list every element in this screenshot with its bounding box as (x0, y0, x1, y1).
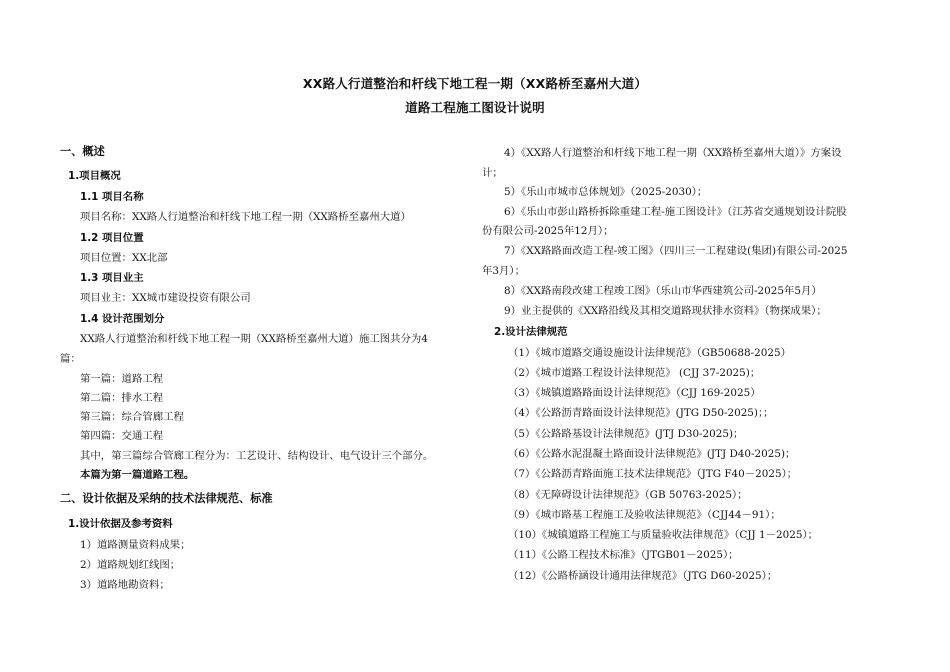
text-note-bold: 本篇为第一篇道路工程。 (80, 469, 195, 481)
text-note: 其中，第三篇综合管廊工程分为：工艺设计、结构设计、电气设计三个部分。 (80, 450, 434, 462)
norm-item: （5）《公路路基设计法律规范》(JTJ D30-2025)； (508, 428, 744, 440)
document-subtitle: 道路工程施工图设计说明 (405, 100, 545, 115)
part-item: 第四篇：交通工程 (80, 430, 164, 442)
reference-item: 7）《XX路路面改造工程-竣工图》（四川三一工程建设(集团)有限公司-2025 (504, 245, 848, 257)
text-project-name: 项目名称：XX路人行道整治和杆线下地工程一期（XX路桥至嘉州大道） (80, 211, 411, 223)
section-heading-overview: 一、概述 (60, 145, 105, 158)
section-heading-design-basis: 二、设计依据及采纳的技术法律规范、标准 (60, 492, 273, 505)
norm-item: （11）《公路工程技术标准》（JTGB01－2025）； (508, 549, 739, 561)
norm-item: （10）《城镇道路工程施工与质量验收法律规范》（CJJ 1－2025）； (508, 529, 819, 541)
reference-item: 8）《XX路南段改建工程竣工图》（乐山市华西建筑公司-2025年5月） (504, 285, 822, 297)
reference-item: 9）业主提供的《XX路沿线及其相交道路现状排水资料》（物探成果）； (504, 305, 827, 317)
part-item: 第二篇：排水工程 (80, 392, 164, 404)
norm-item: （9）《城市路基工程施工及验收法律规范》（CJJ44－91）； (508, 509, 781, 521)
norm-item: （3）《城镇道路路面设计法律规范》（CJJ 169-2025） (508, 387, 761, 399)
norm-item: （7）《公路沥青路面施工技术法律规范》（JTG F40－2025）； (508, 468, 798, 480)
reference-item: 1）道路测量资料成果； (80, 539, 191, 551)
reference-item: 4）《XX路人行道整治和杆线下地工程一期（XX路桥至嘉州大道）》方案设 (504, 147, 842, 159)
reference-item-cont: 年3月）； (482, 265, 525, 277)
reference-item: 6）《乐山市彭山路桥拆除重建工程-施工图设计》（江苏省交通规划设计院股 (504, 206, 847, 218)
norm-item: （8）《无障碍设计法律规范》（GB 50763-2025）； (508, 489, 748, 501)
reference-item: 3）道路地勘资料； (80, 579, 170, 591)
text-design-scope-line2: 篇： (60, 353, 81, 365)
subsection-heading-references: 1.设计依据及参考资料 (68, 518, 173, 530)
text-project-owner: 项目业主：XX城市建设投资有限公司 (80, 292, 251, 304)
subsection-heading-design-norms: 2.设计法律规范 (494, 326, 568, 338)
norm-item: （4）《公路沥青路面设计法律规范》(JTG D50-2025)；； (508, 407, 774, 419)
heading-project-owner: 1.3 项目业主 (80, 272, 144, 284)
heading-project-location: 1.2 项目位置 (80, 232, 144, 244)
text-project-location: 项目位置：XX北部 (80, 252, 168, 264)
text-design-scope-line1: XX路人行道整治和杆线下地工程一期（XX路桥至嘉州大道）施工图共分为4 (80, 333, 428, 345)
norm-item: （2）《城市道路工程设计法律规范》 (CJJ 37-2025)； (508, 367, 761, 379)
document-title: XX路人行道整治和杆线下地工程一期（XX路桥至嘉州大道） (302, 76, 648, 91)
part-item: 第一篇：道路工程 (80, 373, 164, 385)
heading-design-scope: 1.4 设计范围划分 (80, 313, 165, 325)
reference-item-cont: 份有限公司-2025年12月）； (482, 225, 614, 237)
norm-item: （12）《公路桥涵设计通用法律规范》（JTG D60-2025）； (508, 570, 778, 582)
reference-item: 2）道路规划红线图； (80, 559, 181, 571)
subsection-heading-project-overview: 1.项目概况 (68, 170, 121, 182)
reference-item-cont: 计； (482, 167, 503, 179)
norm-item: （1）《城市道路交通设施设计法律规范》（GB50688-2025） (508, 347, 791, 359)
heading-project-name: 1.1 项目名称 (80, 191, 144, 203)
reference-item: 5）《乐山市城市总体规划》（2025-2030）； (504, 186, 708, 198)
norm-item: （6）《公路水泥混凝土路面设计法律规范》(JTJ D40-2025)； (508, 448, 796, 460)
part-item: 第三篇：综合管廊工程 (80, 411, 184, 423)
